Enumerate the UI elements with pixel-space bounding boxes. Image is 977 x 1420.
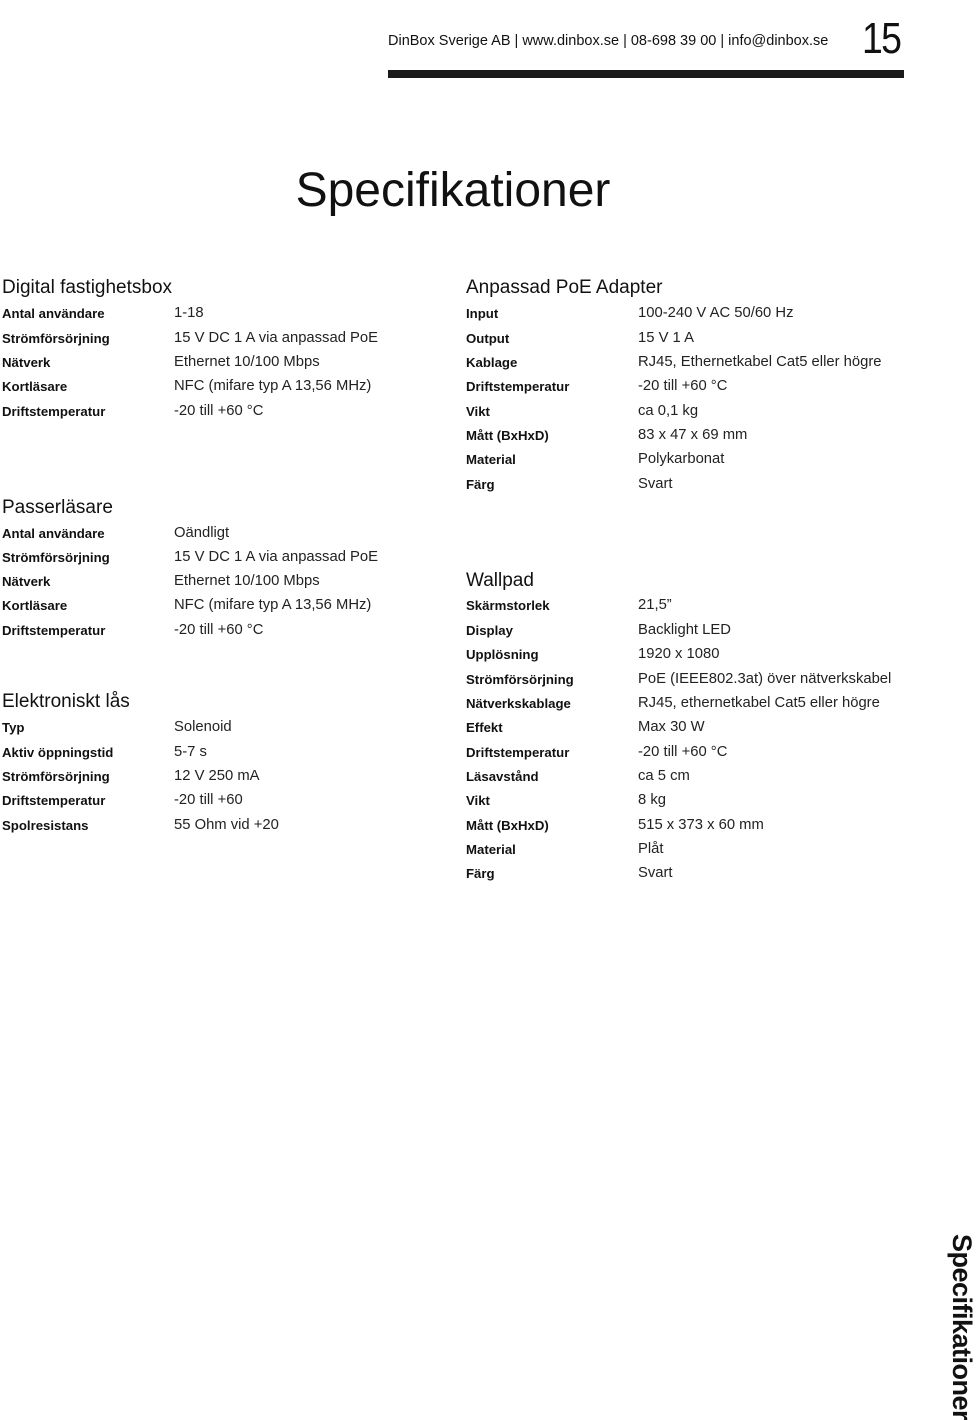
spec-label: Kablage — [466, 355, 518, 370]
spec-value: -20 till +60 °C — [638, 378, 728, 394]
spec-label: Input — [466, 306, 499, 321]
spec-label: Mått (BxHxD) — [466, 428, 549, 443]
spec-label: Strömförsörjning — [2, 550, 110, 565]
spec-label: Material — [466, 842, 516, 857]
spec-value: Polykarbonat — [638, 451, 725, 467]
spec-value: 21,5” — [638, 597, 672, 613]
spec-value: 100-240 V AC 50/60 Hz — [638, 305, 794, 321]
spec-label: Effekt — [466, 720, 503, 735]
spec-label: Strömförsörjning — [2, 331, 110, 346]
spec-value: Svart — [638, 865, 673, 881]
spec-value: 55 Ohm vid +20 — [174, 817, 279, 833]
page-title: Specifikationer — [295, 164, 611, 217]
page-number: 15 — [862, 14, 901, 63]
side-section-label: Specifikationer — [947, 1234, 977, 1420]
spec-value: Ethernet 10/100 Mbps — [174, 354, 320, 370]
spec-value: NFC (mifare typ A 13,56 MHz) — [174, 597, 372, 613]
spec-value: RJ45, Ethernetkabel Cat5 eller högre — [638, 354, 882, 370]
spec-label: Typ — [2, 720, 25, 735]
section-title-poe-adapter: Anpassad PoE Adapter — [466, 277, 663, 298]
spec-value: 83 x 47 x 69 mm — [638, 427, 748, 443]
header-contact: DinBox Sverige AB | www.dinbox.se | 08-698 39 00 | info@dinbox.se — [388, 33, 829, 49]
spec-label: Aktiv öppningstid — [2, 745, 114, 760]
spec-value: 15 V DC 1 A via anpassad PoE — [174, 549, 378, 565]
spec-label: Vikt — [466, 404, 490, 419]
spec-value: Solenoid — [174, 719, 232, 735]
spec-label: Driftstemperatur — [466, 379, 570, 394]
spec-label: Driftstemperatur — [466, 745, 570, 760]
spec-value: ca 5 cm — [638, 768, 690, 784]
spec-value: -20 till +60 °C — [174, 622, 264, 638]
spec-label: Antal användare — [2, 526, 105, 541]
spec-value: NFC (mifare typ A 13,56 MHz) — [174, 378, 372, 394]
spec-value: -20 till +60 °C — [174, 403, 264, 419]
section-title-electronic-lock: Elektroniskt lås — [2, 691, 130, 712]
spec-value: Ethernet 10/100 Mbps — [174, 573, 320, 589]
spec-value: Plåt — [638, 841, 664, 857]
spec-value: Oändligt — [174, 525, 230, 541]
spec-value: 1920 x 1080 — [638, 646, 720, 662]
spec-label: Läsavstånd — [466, 769, 539, 784]
spec-value: 15 V DC 1 A via anpassad PoE — [174, 330, 378, 346]
spec-label: Antal användare — [2, 306, 105, 321]
spec-label: Nätverkskablage — [466, 696, 571, 711]
spec-value: 515 x 373 x 60 mm — [638, 817, 764, 833]
spec-label: Vikt — [466, 793, 490, 808]
spec-value: Max 30 W — [638, 719, 705, 735]
spec-value: 15 V 1 A — [638, 330, 694, 346]
spec-label: Färg — [466, 866, 495, 881]
spec-value: Svart — [638, 476, 673, 492]
spec-label: Kortläsare — [2, 598, 68, 613]
spec-label: Strömförsörjning — [2, 769, 110, 784]
header-rule — [388, 70, 904, 78]
spec-value: RJ45, ethernetkabel Cat5 eller högre — [638, 695, 880, 711]
spec-label: Display — [466, 623, 513, 638]
section-title-digital-box: Digital fastighetsbox — [2, 277, 173, 298]
spec-value: Backlight LED — [638, 622, 731, 638]
spec-label: Nätverk — [2, 574, 51, 589]
spec-label: Kortläsare — [2, 379, 68, 394]
spec-label: Mått (BxHxD) — [466, 818, 549, 833]
spec-value: 5-7 s — [174, 744, 207, 760]
spec-label: Upplösning — [466, 647, 539, 662]
spec-value: -20 till +60 — [174, 792, 243, 808]
spec-label: Output — [466, 331, 510, 346]
spec-value: -20 till +60 °C — [638, 744, 728, 760]
spec-value: 1-18 — [174, 305, 204, 321]
spec-label: Driftstemperatur — [2, 404, 106, 419]
spec-label: Nätverk — [2, 355, 51, 370]
spec-label: Färg — [466, 477, 495, 492]
spec-label: Driftstemperatur — [2, 793, 106, 808]
spec-label: Skärmstorlek — [466, 598, 550, 613]
spec-value: 12 V 250 mA — [174, 768, 260, 784]
spec-label: Spolresistans — [2, 818, 89, 833]
spec-label: Driftstemperatur — [2, 623, 106, 638]
spec-label: Material — [466, 452, 516, 467]
spec-label: Strömförsörjning — [466, 672, 574, 687]
spec-value: ca 0,1 kg — [638, 403, 699, 419]
section-title-card-reader: Passerläsare — [2, 497, 113, 518]
section-title-wallpad: Wallpad — [466, 570, 534, 591]
spec-value: 8 kg — [638, 792, 666, 808]
spec-value: PoE (IEEE802.3at) över nätverkskabel — [638, 671, 892, 687]
